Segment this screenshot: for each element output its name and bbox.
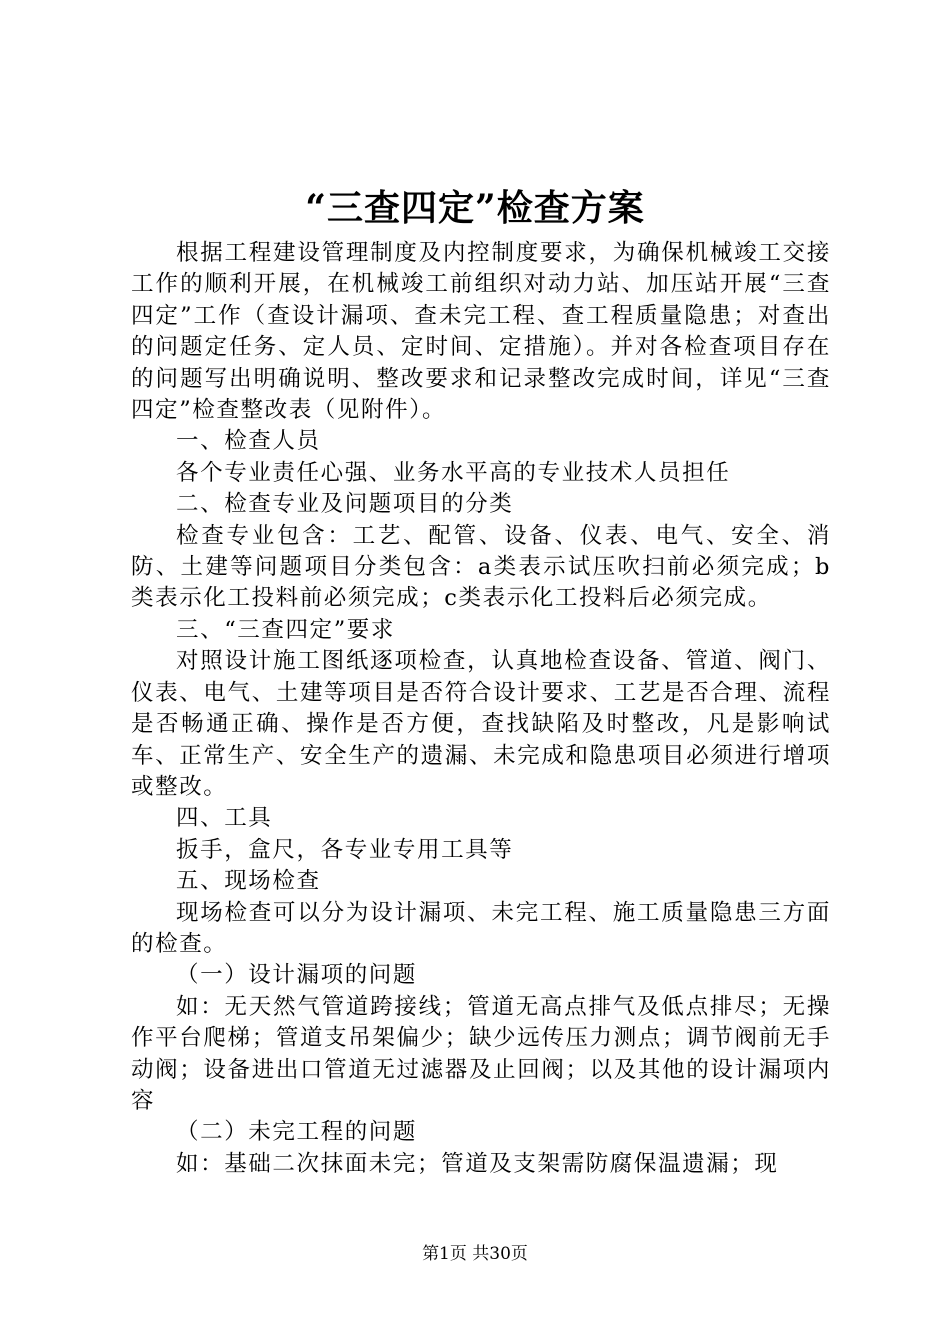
section-heading-site-inspection: 五、现场检查	[176, 868, 321, 895]
section-heading-inspectors: 一、检查人员	[176, 428, 321, 455]
section-heading-tools: 四、工具	[176, 805, 273, 832]
section-heading-requirements: 三、“三查四定”要求	[176, 616, 396, 643]
paragraph-tools: 扳手，盒尺，各专业专用工具等	[176, 836, 514, 863]
subheading-unfinished-work: （二）未完工程的问题	[176, 1119, 418, 1146]
subheading-design-omissions: （一）设计漏项的问题	[176, 962, 418, 989]
page-number: 第1页 共30页	[422, 1244, 528, 1264]
paragraph-classification: 检查专业包含：工艺、配管、设备、仪表、电气、安全、消防、土建等问题项目分类包含：a类表示试压吹扫前必须完成；b类表示化工投料前必须完成；c类表示化工投料后必须完成。	[131, 522, 831, 612]
paragraph-unfinished-work: 如：基础二次抹面未完；管道及支架需防腐保温遗漏；现	[176, 1150, 779, 1177]
paragraph-inspectors: 各个专业责任心强、业务水平高的专业技术人员担任	[176, 459, 731, 486]
paragraph-requirements: 对照设计施工图纸逐项检查，认真地检查设备、管道、阀门、仪表、电气、土建等项目是否符合设计要求、工艺是否合理、流程是否畅通正确、操作是否方便，查找缺陷及时整改，凡是影响试车、正常生产、安全生产的遗漏、未完成和隐患项目必须进行增项或整改。	[131, 648, 831, 800]
paragraph-design-omissions: 如：无天然气管道跨接线；管道无高点排气及低点排尽；无操作平台爬梯；管道支吊架偏少；缺少远传压力测点；调节阀前无手动阀；设备进出口管道无过滤器及止回阀；以及其他的设计漏项内容	[131, 993, 831, 1114]
document-body	[131, 238, 831, 1180]
intro-paragraph: 根据工程建设管理制度及内控制度要求，为确保机械竣工交接工作的顺利开展，在机械竣工前组织对动力站、加压站开展“三查四定”工作（查设计漏项、查未完工程、查工程质量隐患；对查出的问题定任务、定人员、定时间、定措施）。并对各检查项目存在的问题写出明确说明、整改要求和记录整改完成时间，详见“三查四定”检查整改表（见附件）。	[131, 240, 831, 424]
document-title: “三查四定”检查方案	[305, 187, 645, 229]
section-heading-classification: 二、检查专业及问题项目的分类	[176, 491, 514, 518]
paragraph-site-inspection: 现场检查可以分为设计漏项、未完工程、施工质量隐患三方面的检查。	[131, 899, 831, 957]
